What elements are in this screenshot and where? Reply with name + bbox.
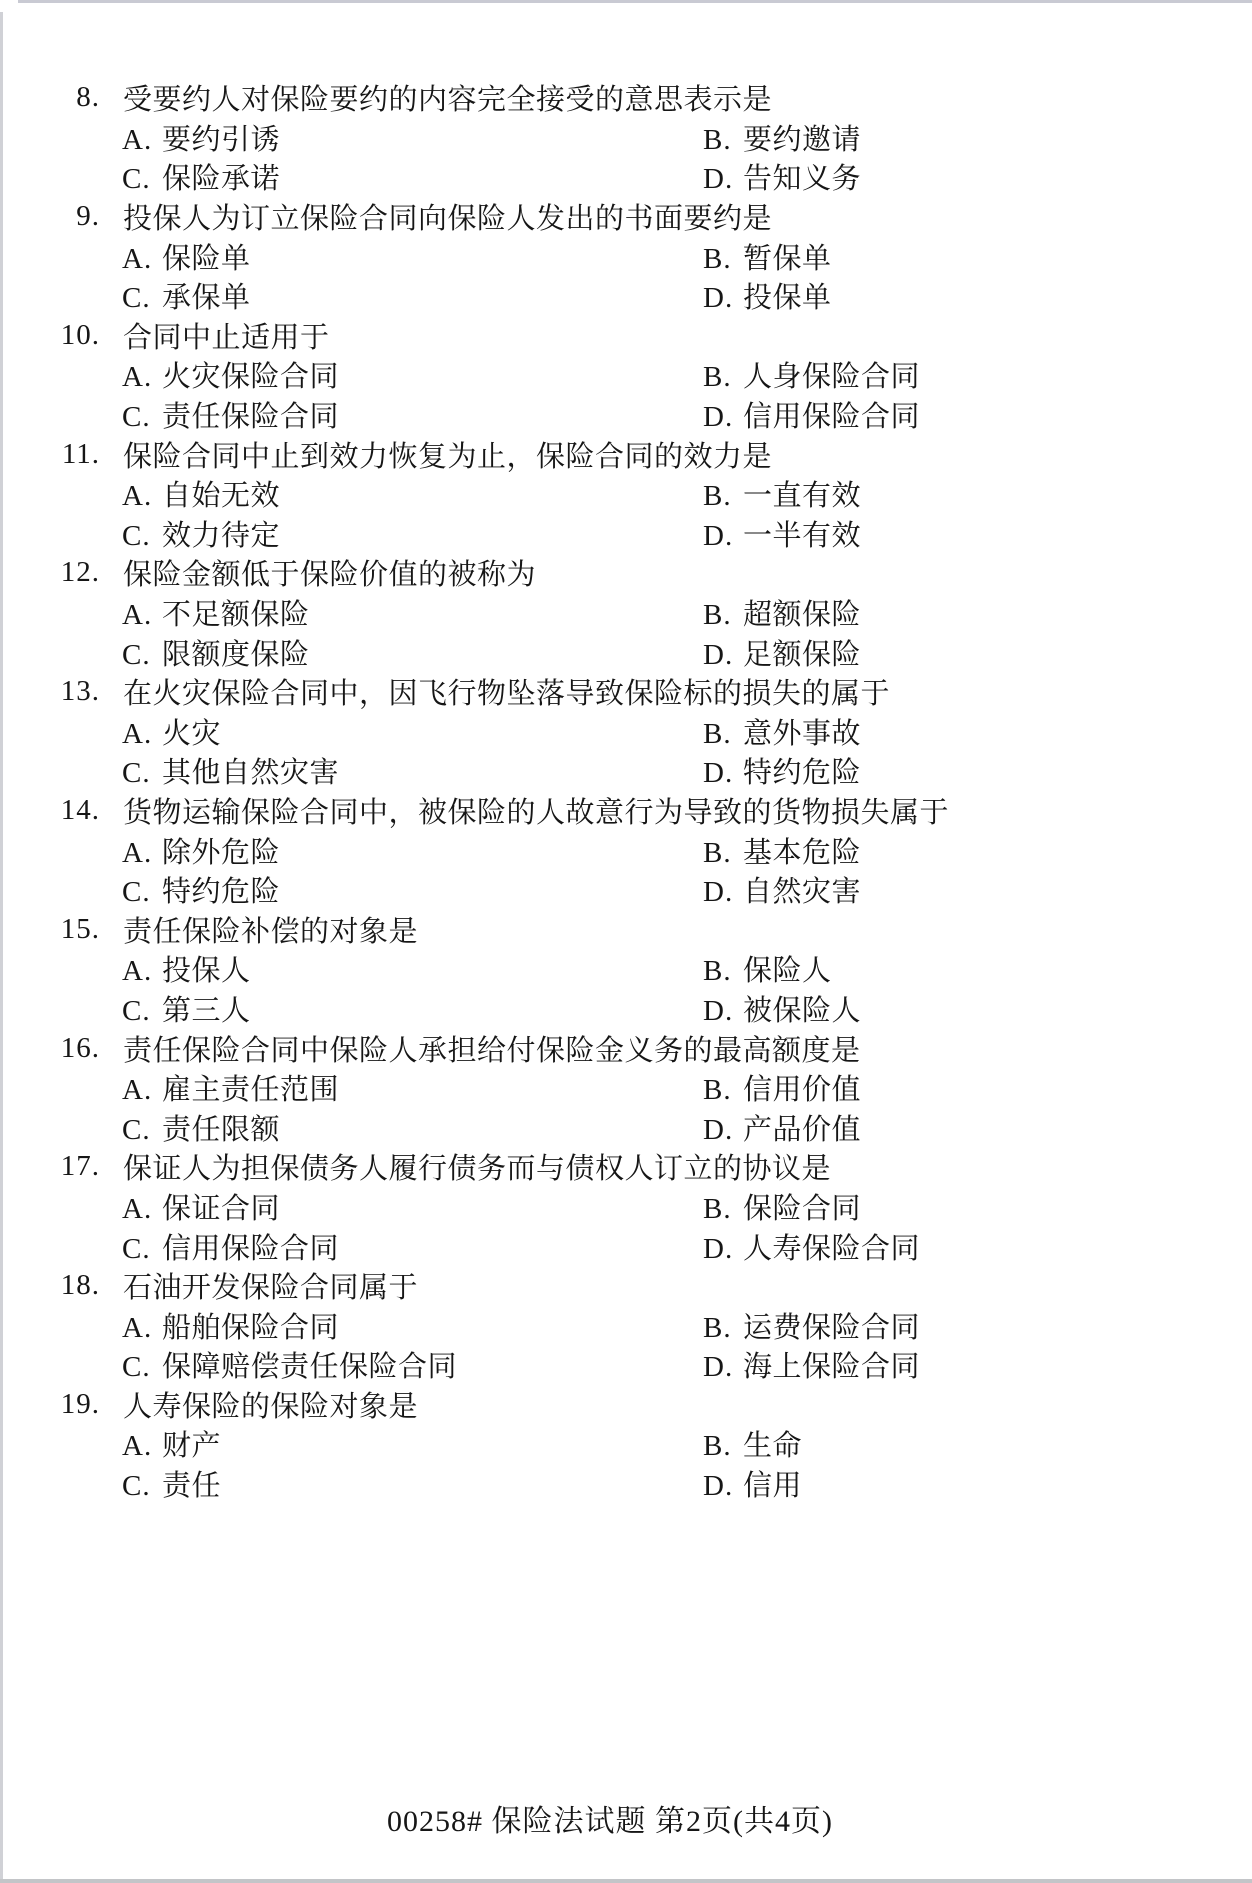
option-b-label: B. [703,123,732,156]
option-d [703,869,861,910]
option-d [703,1463,802,1504]
option-b [703,236,832,277]
option-c [122,1107,703,1148]
option-c-text: 保险承诺 [162,163,281,196]
option-a-label: A. [122,480,153,513]
question-block [0,672,1252,791]
option-a-label: A. [122,361,153,394]
option-b-text: 运费保险合同 [743,1311,921,1344]
option-d-text: 产品价值 [743,1113,862,1146]
option-c [122,275,703,316]
question-number: 8. [76,81,100,114]
question-text: 货物运输保险合同中，被保险的人故意行为导致的货物损失属于 [123,796,950,829]
option-b [703,830,861,871]
option-d-label: D. [703,757,734,790]
option-c-text: 特约危险 [162,876,281,909]
question-number: 10. [60,318,100,351]
option-c-label: C. [122,1113,151,1146]
question-text: 保证人为担保债务人履行债务而与债权人订立的协议是 [123,1153,832,1186]
option-row-cd [0,395,1252,435]
option-a-label: A. [122,836,153,869]
option-row-ab [0,1424,1252,1464]
option-a [122,473,703,514]
option-d-label: D. [703,994,734,1027]
option-d-text: 海上保险合同 [743,1351,921,1384]
option-c-label: C. [122,1232,151,1265]
option-b-label: B. [703,1074,732,1107]
option-b-label: B. [703,480,732,513]
option-d-text: 足额保险 [743,638,862,671]
option-d-text: 信用保险合同 [743,401,921,434]
option-b [703,1305,920,1346]
option-b [703,473,861,514]
option-c-text: 承保单 [162,282,251,315]
question-line [0,316,1252,356]
question-block [0,791,1252,910]
option-c [122,632,703,673]
option-d-label: D. [703,1232,734,1265]
question-line [0,1266,1252,1306]
option-c-label: C. [122,1470,151,1503]
option-d [703,275,832,316]
option-d-label: D. [703,638,734,671]
option-c-text: 其他自然灾害 [162,757,340,790]
option-c-text: 信用保险合同 [162,1232,340,1265]
option-a-text: 雇主责任范围 [162,1074,340,1107]
option-a-text: 保证合同 [162,1192,281,1225]
option-b [703,117,861,158]
option-c [122,750,703,791]
option-c-text: 责任 [162,1470,222,1503]
option-a [122,354,703,395]
question-block [0,909,1252,1028]
option-row-cd [0,989,1252,1029]
option-c-label: C. [122,1351,151,1384]
option-d-text: 自然灾害 [743,876,862,909]
question-block [0,316,1252,435]
option-c [122,869,703,910]
question-text: 人寿保险的保险对象是 [123,1390,419,1423]
question-block [0,1147,1252,1266]
question-number: 14. [60,793,100,826]
option-d [703,632,861,673]
page-footer [0,1796,1220,1840]
option-a [122,948,703,989]
option-d-text: 告知义务 [743,163,862,196]
option-c-label: C. [122,994,151,1027]
question-line [0,791,1252,831]
option-d-label: D. [703,1470,734,1503]
question-list [0,78,1252,1503]
option-c [122,394,703,435]
option-c [122,988,703,1029]
question-block [0,1266,1252,1385]
question-line [0,78,1252,118]
option-a [122,830,703,871]
question-number: 12. [60,556,100,589]
option-a-label: A. [122,599,153,632]
option-c [122,513,703,554]
question-block [0,1028,1252,1147]
option-a [122,1067,703,1108]
question-text: 受要约人对保险要约的内容完全接受的意思表示是 [123,84,773,117]
option-d-label: D. [703,163,734,196]
option-b-label: B. [703,836,732,869]
option-b [703,1423,802,1464]
option-row-ab [0,1305,1252,1345]
option-a-label: A. [122,1192,153,1225]
option-a-text: 投保人 [162,955,251,988]
option-c-text: 效力待定 [162,519,281,552]
option-c-label: C. [122,876,151,909]
question-number: 13. [60,675,100,708]
option-a-text: 火灾 [162,717,222,750]
option-a-text: 船舶保险合同 [162,1311,340,1344]
option-b [703,1186,861,1227]
option-a-text: 财产 [162,1430,222,1463]
question-text: 石油开发保险合同属于 [123,1272,419,1305]
option-row-ab [0,830,1252,870]
question-text: 责任保险补偿的对象是 [123,915,419,948]
question-number: 11. [61,437,100,470]
option-d [703,988,861,1029]
option-a-text: 不足额保险 [162,599,310,632]
option-a-text: 要约引诱 [162,123,281,156]
option-b-label: B. [703,1192,732,1225]
option-b [703,711,861,752]
option-b-text: 要约邀请 [743,123,862,156]
option-row-cd [0,751,1252,791]
option-c-label: C. [122,638,151,671]
option-row-ab [0,355,1252,395]
option-c [122,1463,703,1504]
option-c-label: C. [122,163,151,196]
option-d-label: D. [703,1113,734,1146]
option-c-text: 责任保险合同 [162,401,340,434]
option-b-text: 保险合同 [743,1192,862,1225]
option-a [122,117,703,158]
option-c-text: 第三人 [162,994,251,1027]
option-a-text: 火灾保险合同 [162,361,340,394]
option-d [703,394,920,435]
question-block [0,78,1252,197]
option-d [703,1107,861,1148]
question-line [0,909,1252,949]
option-d [703,513,861,554]
option-row-ab [0,1068,1252,1108]
option-b [703,1067,861,1108]
option-c-text: 保障赔偿责任保险合同 [162,1351,458,1384]
option-d [703,1344,920,1385]
question-text: 投保人为订立保险合同向保险人发出的书面要约是 [123,203,773,236]
option-d-text: 信用 [743,1470,803,1503]
option-b-label: B. [703,1311,732,1344]
option-row-cd [0,157,1252,197]
option-b-text: 暂保单 [743,242,832,275]
option-b-text: 人身保险合同 [743,361,921,394]
option-row-cd [0,1464,1252,1504]
option-row-ab [0,236,1252,276]
option-d-label: D. [703,876,734,909]
question-block [0,197,1252,316]
option-c [122,1226,703,1267]
option-a-label: A. [122,242,153,275]
question-text: 保险金额低于保险价值的被称为 [123,559,537,592]
option-b [703,592,861,633]
option-row-cd [0,632,1252,672]
option-a-text: 自始无效 [162,480,281,513]
question-block [0,434,1252,553]
option-row-ab [0,474,1252,514]
question-number: 9. [76,200,100,233]
question-line [0,1028,1252,1068]
option-a [122,1423,703,1464]
question-line [0,434,1252,474]
option-b-text: 基本危险 [743,836,862,869]
option-row-cd [0,514,1252,554]
option-a [122,1186,703,1227]
option-row-ab [0,1187,1252,1227]
option-a-text: 保险单 [162,242,251,275]
question-number: 17. [60,1150,100,1183]
question-line [0,672,1252,712]
question-block [0,1385,1252,1504]
option-c-label: C. [122,519,151,552]
option-c [122,156,703,197]
option-d [703,1226,920,1267]
page-edge-bottom [0,1879,1252,1883]
option-b-text: 超额保险 [743,599,862,632]
question-text: 责任保险合同中保险人承担给付保险金义务的最高额度是 [123,1034,861,1067]
option-d-label: D. [703,519,734,552]
option-d-label: D. [703,282,734,315]
question-line [0,1385,1252,1425]
option-row-ab [0,118,1252,158]
option-a-label: A. [122,955,153,988]
option-d [703,750,861,791]
option-b-text: 信用价值 [743,1074,862,1107]
option-d-text: 特约危险 [743,757,862,790]
option-b-label: B. [703,955,732,988]
option-a [122,711,703,752]
option-b-text: 一直有效 [743,480,862,513]
option-b [703,948,832,989]
option-a-label: A. [122,1430,153,1463]
option-b-label: B. [703,242,732,275]
page-edge-top [18,0,1252,3]
question-number: 19. [60,1387,100,1420]
question-text: 保险合同中止到效力恢复为止，保险合同的效力是 [123,440,773,473]
option-c-text: 责任限额 [162,1113,281,1146]
option-a-label: A. [122,717,153,750]
option-d-label: D. [703,401,734,434]
question-text: 在火灾保险合同中，因飞行物坠落导致保险标的损失的属于 [123,678,891,711]
option-c-label: C. [122,401,151,434]
question-number: 18. [60,1269,100,1302]
option-d-text: 人寿保险合同 [743,1232,921,1265]
option-d-text: 一半有效 [743,519,862,552]
option-b-label: B. [703,717,732,750]
option-a [122,1305,703,1346]
option-row-ab [0,949,1252,989]
option-d-label: D. [703,1351,734,1384]
option-row-cd [0,1345,1252,1385]
option-c-text: 限额度保险 [162,638,310,671]
option-a-text: 除外危险 [162,836,281,869]
option-d-text: 投保单 [743,282,832,315]
option-row-cd [0,1107,1252,1147]
footer-text: 00258# 保险法试题 第2页(共4页) [387,1805,833,1838]
option-c-label: C. [122,757,151,790]
option-row-ab [0,593,1252,633]
option-row-cd [0,870,1252,910]
option-a-label: A. [122,123,153,156]
option-a [122,236,703,277]
question-text: 合同中止适用于 [123,321,330,354]
option-b-label: B. [703,1430,732,1463]
option-b-text: 生命 [743,1430,803,1463]
option-b-text: 保险人 [743,955,832,988]
option-c [122,1344,703,1385]
question-block [0,553,1252,672]
option-c-label: C. [122,282,151,315]
option-a-label: A. [122,1074,153,1107]
question-line [0,553,1252,593]
option-b-text: 意外事故 [743,717,862,750]
option-row-cd [0,276,1252,316]
option-d [703,156,861,197]
option-b-label: B. [703,599,732,632]
question-number: 16. [60,1031,100,1064]
question-line [0,197,1252,237]
option-a-label: A. [122,1311,153,1344]
question-line [0,1147,1252,1187]
option-row-ab [0,712,1252,752]
option-row-cd [0,1226,1252,1266]
option-a [122,592,703,633]
option-b [703,354,920,395]
question-number: 15. [60,912,100,945]
option-b-label: B. [703,361,732,394]
option-d-text: 被保险人 [743,994,862,1027]
